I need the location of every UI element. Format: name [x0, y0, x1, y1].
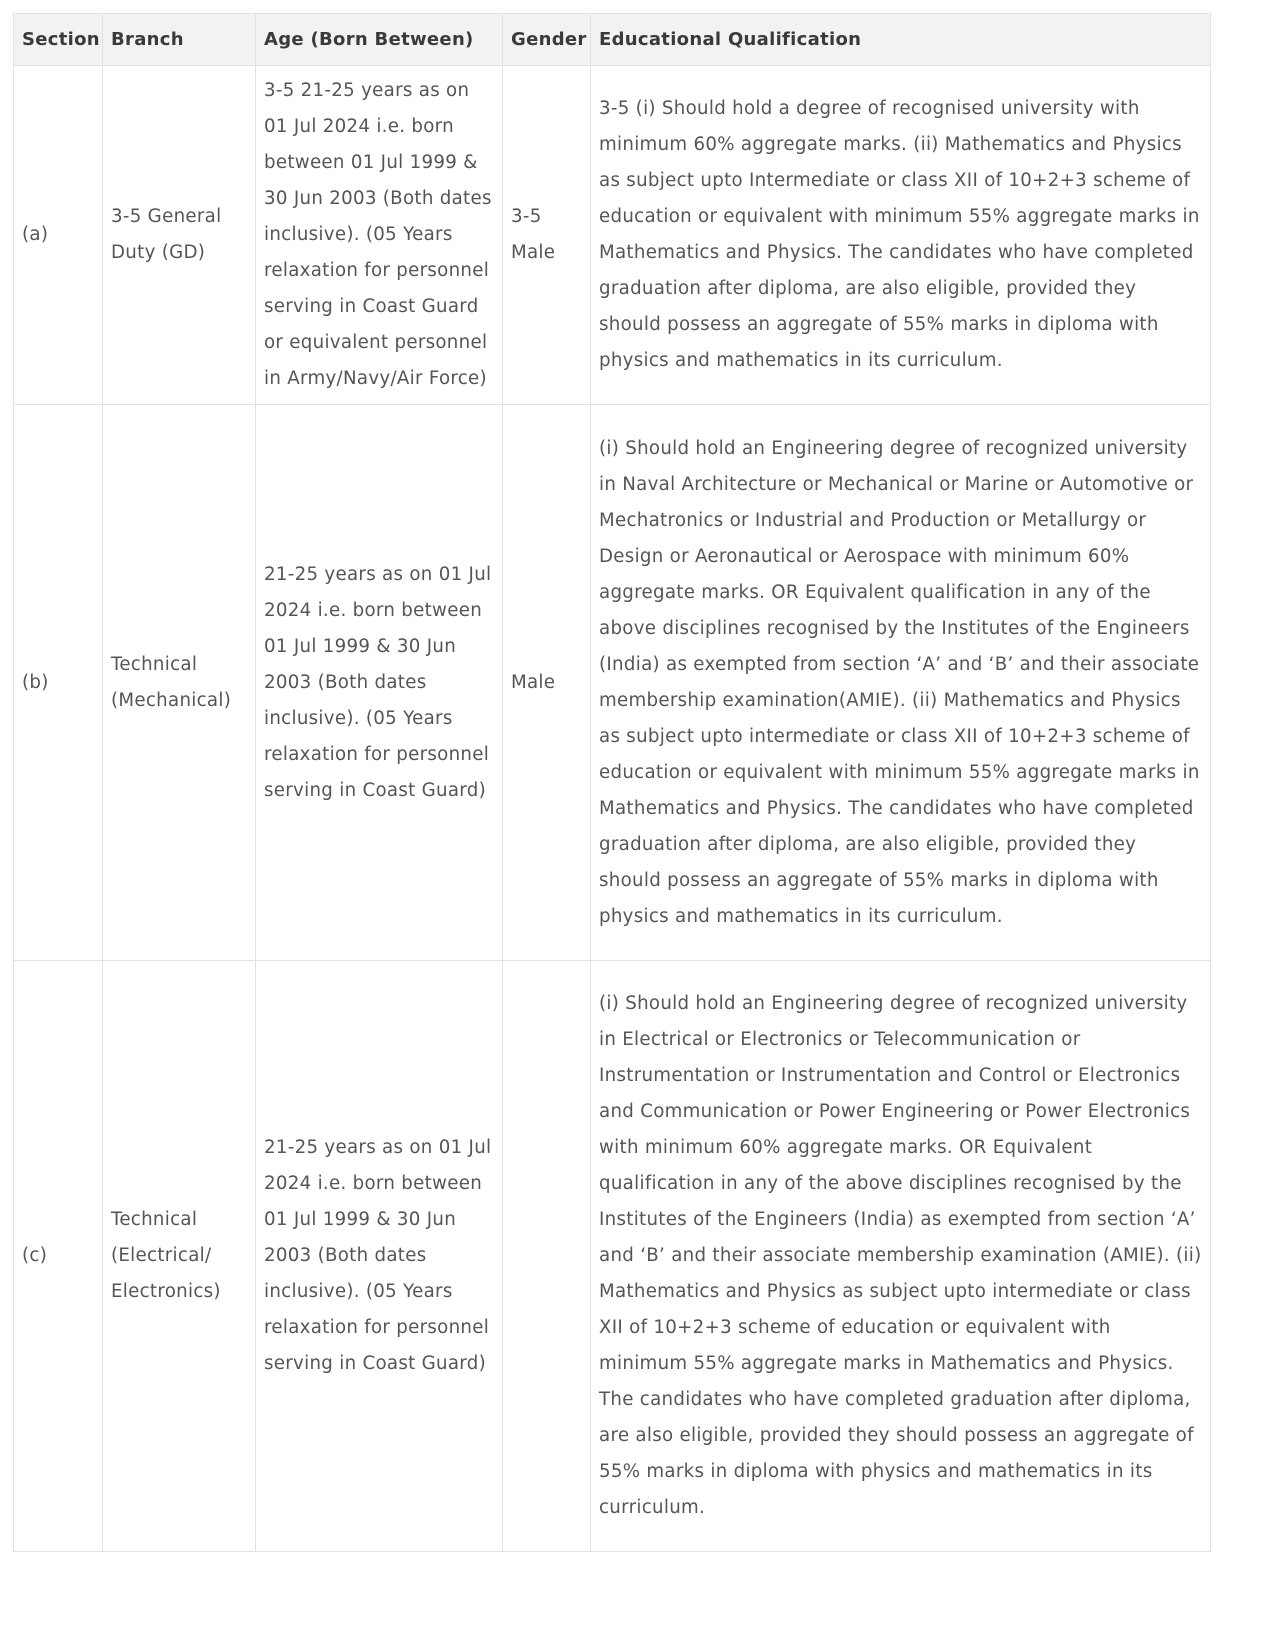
- age-cell: 21-25 years as on 01 Jul 2024 i.e. born between 01 Jul 1999 & 30 Jun 2003 (Both dates inclusive). (05 Years relaxation for personnel serving in Coast Guard): [256, 405, 503, 961]
- qualification-cell: (i) Should hold an Engineering degree of recognized university in Naval Architecture or Mechanical or Marine or Automotive or Mechatronics or Industrial and Production or Metallurgy or Design or Aeronautical or Aerospace with minimum 60% aggregate marks. OR Equivalent qualification in any of the above disciplines recognised by the Institutes of the Engineers (India) as exempted from section ‘A’ and ‘B’ and their associate membership examination(AMIE). (ii) Mathematics and Physics as subject upto intermediate or class XII of 10+2+3 scheme of education or equivalent with minimum 55% aggregate marks in Mathematics and Physics. The candidates who have completed graduation after diploma, are also eligible, provided they should possess an aggregate of 55% marks in diploma with physics and mathematics in its curriculum.: [591, 405, 1211, 961]
- header-branch: Branch: [103, 14, 256, 66]
- header-row: [14, 14, 1211, 66]
- gender-cell: 3-5 Male: [503, 66, 591, 405]
- section-cell: (b): [14, 405, 103, 961]
- qualification-cell: 3-5 (i) Should hold a degree of recognised university with minimum 60% aggregate marks. (ii) Mathematics and Physics as subject upto Intermediate or class XII of 10+2+3 scheme of education or equivalent with minimum 55% aggregate marks in Mathematics and Physics. The candidates who have completed graduation after diploma, are also eligible, provided they should possess an aggregate of 55% marks in diploma with physics and mathematics in its curriculum.: [591, 66, 1211, 405]
- branch-cell: Technical (Electrical/ Electronics): [103, 961, 256, 1552]
- age-cell: 3-5 21-25 years as on 01 Jul 2024 i.e. born between 01 Jul 1999 & 30 Jun 2003 (Both dates inclusive). (05 Years relaxation for personnel serving in Coast Guard or equivalent personnel in Army/Navy/Air Force): [256, 66, 503, 405]
- eligibility-table: [13, 13, 1211, 1552]
- eligibility-table-container: [13, 13, 1211, 1552]
- qualification-cell: (i) Should hold an Engineering degree of recognized university in Electrical or Electronics or Telecommunication or Instrumentation or Instrumentation and Control or Electronics and Communication or Power Engineering or Power Electronics with minimum 60% aggregate marks. OR Equivalent qualification in any of the above disciplines recognised by the Institutes of the Engineers (India) as exempted from section ‘A’ and ‘B’ and their associate membership examination (AMIE). (ii) Mathematics and Physics as subject upto intermediate or class XII of 10+2+3 scheme of education or equivalent with minimum 55% aggregate marks in Mathematics and Physics. The candidates who have completed graduation after diploma, are also eligible, provided they should possess an aggregate of 55% marks in diploma with physics and mathematics in its curriculum.: [591, 961, 1211, 1552]
- section-cell: (a): [14, 66, 103, 405]
- table-header: [14, 14, 1211, 66]
- header-gender: Gender: [503, 14, 591, 66]
- branch-cell: 3-5 General Duty (GD): [103, 66, 256, 405]
- table-row: [14, 961, 1211, 1552]
- header-age: Age (Born Between): [256, 14, 503, 66]
- table-body: [14, 66, 1211, 1552]
- header-qualification: Educational Qualification: [591, 14, 1211, 66]
- gender-cell: Male: [503, 405, 591, 961]
- table-row: [14, 405, 1211, 961]
- header-section: Section: [14, 14, 103, 66]
- age-cell: 21-25 years as on 01 Jul 2024 i.e. born between 01 Jul 1999 & 30 Jun 2003 (Both dates inclusive). (05 Years relaxation for personnel serving in Coast Guard): [256, 961, 503, 1552]
- section-cell: (c): [14, 961, 103, 1552]
- gender-cell: [503, 961, 591, 1552]
- table-row: [14, 66, 1211, 405]
- branch-cell: Technical (Mechanical): [103, 405, 256, 961]
